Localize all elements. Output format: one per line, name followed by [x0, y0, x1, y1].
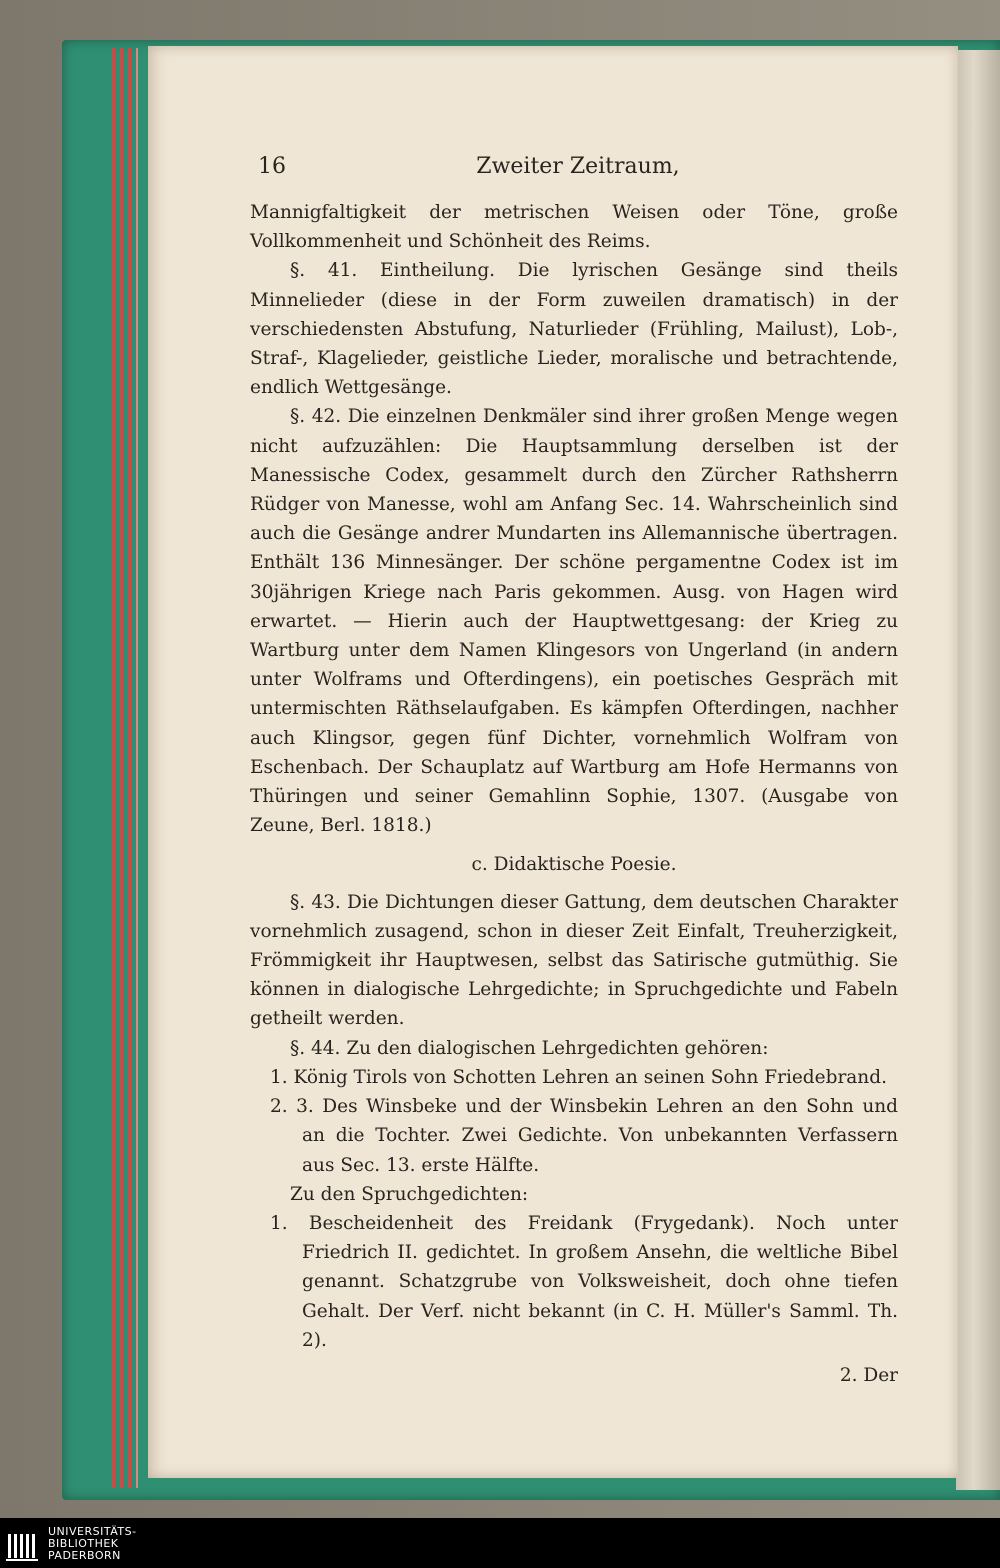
- paragraph-43: §. 43. Die Dichtungen dieser Gattung, dem deutschen Charakter vornehmlich zusagend, schon in dieser Zeit Einfalt, Treuherzigkeit, Frömmigkeit ihr Hauptwesen, selbst das Satirische gutmüthig. Sie können in dialogische Lehrgedichte; in Spruchgedichte und Fabeln getheilt werden.: [250, 891, 898, 1030]
- paragraph: Mannigfaltigkeit der metrischen Weisen oder Töne, große Vollkommenheit und Schönheit des Reims.: [250, 202, 898, 253]
- catchword: 2. Der: [839, 1364, 898, 1386]
- logo-line: PADERBORN: [48, 1549, 121, 1562]
- cover-edge-line: [120, 48, 123, 1488]
- page-header: [258, 154, 898, 190]
- list-item: 2. 3. Des Winsbeke und der Winsbekin Lehren an den Sohn und an die Tochter. Zwei Gedichte. Von unbekannten Verfassern aus Sec. 13. erste Hälfte.: [270, 1096, 898, 1176]
- library-columns-icon: [6, 1530, 42, 1562]
- cover-edge-line: [112, 48, 115, 1488]
- list-item: 1. Bescheidenheit des Freidank (Frygedank). Noch unter Friedrich II. gedichtet. In großem Ansehn, die weltliche Bibel genannt. Schatzgrube von Volksweisheit, doch ohne tiefen Gehalt. Der Verf. nicht bekannt (in C. H. Müller's Samml. Th. 2).: [270, 1212, 898, 1351]
- paragraph-41: §. 41. Eintheilung. Die lyrischen Gesänge sind theils Minnelieder (diese in der Form zuweilen dramatisch) in der verschiedensten Abstufung, Naturlieder (Frühling, Mailust), Lob-, Straf-, Klagelieder, geistliche Lieder, moralische und betrachtende, endlich Wettgesänge.: [250, 260, 898, 399]
- cover-edge-line: [136, 48, 138, 1488]
- page-number: 16: [258, 154, 286, 179]
- library-logo-text: [48, 1526, 137, 1562]
- next-page-edge: [956, 50, 1000, 1490]
- cover-edge-line: [128, 48, 131, 1488]
- list-item: 1. König Tirols von Schotten Lehren an seinen Sohn Friedebrand.: [270, 1066, 887, 1088]
- paragraph-44: §. 44. Zu den dialogischen Lehrgedichten gehören:: [290, 1037, 769, 1059]
- paragraph-42: §. 42. Die einzelnen Denkmäler sind ihrer großen Menge wegen nicht aufzuzählen: Die Hauptsammlung derselben ist der Manessische Codex, gesammelt durch den Zürcher Rathsherrn Rüdger von Manesse, wohl am Anfang Sec. 14. Wahrscheinlich sind auch die Gesänge andrer Mundarten ins Allemannische übertragen. Enthält 136 Minnesänger. Der schöne pergamentne Codex ist im 30jährigen Kriege nach Paris gekommen. Ausg. von Hagen wird erwartet. — Hierin auch der Hauptwettgesang: der Krieg zu Wartburg unter dem Namen Klingesors von Ungerland (in andern unter Wolframs und Ofterdingens), ein poetisches Gespräch mit untermischten Räthselaufgaben. Es kämpfen Ofterdingen, nachher auch Klingsor, gegen fünf Dichter, vornehmlich Wolfram von Eschenbach. Der Schauplatz auf Wartburg am Hofe Hermanns von Thüringen und seiner Gemahlinn Sophie, 1307. (Ausgabe von Zeune, Berl. 1818.): [250, 406, 898, 837]
- section-heading: c. Didaktische Poesie.: [471, 854, 677, 876]
- logo-line: BIBLIOTHEK: [48, 1537, 119, 1550]
- page-text: [250, 198, 898, 1390]
- library-footer: [0, 1518, 1000, 1568]
- logo-line: UNIVERSITÄTS-: [48, 1525, 137, 1538]
- subheading: Zu den Spruchgedichten:: [290, 1183, 529, 1205]
- running-title: Zweiter Zeitraum,: [476, 154, 680, 179]
